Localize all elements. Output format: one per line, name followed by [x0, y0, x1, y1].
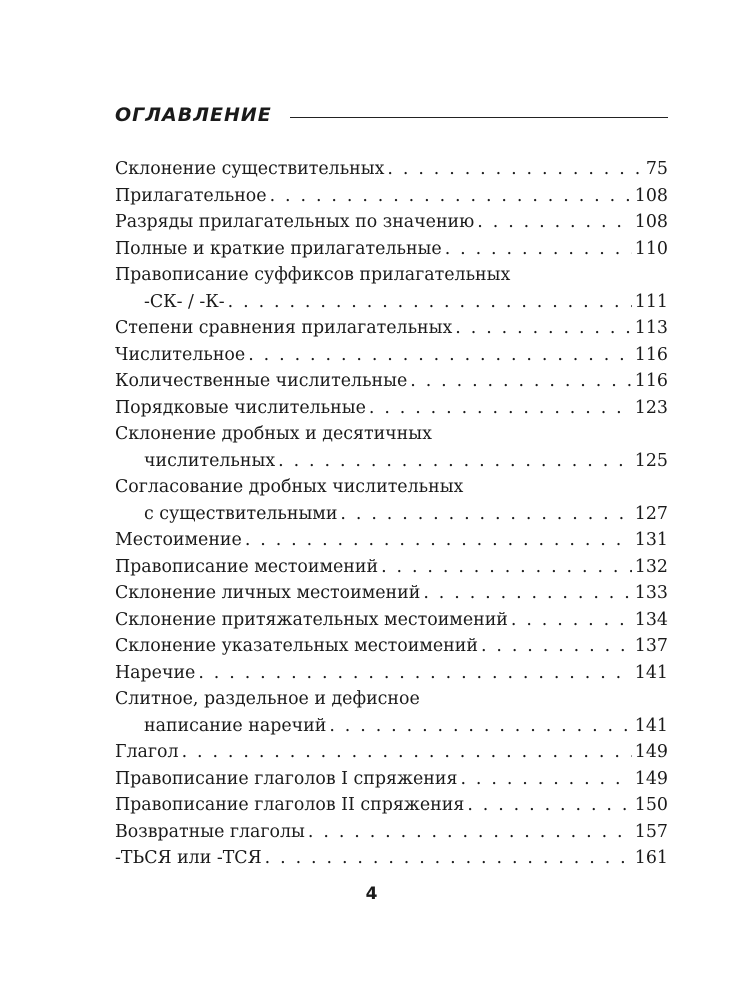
toc-entry [115, 315, 668, 342]
toc-entry-continuation [115, 713, 668, 740]
table-of-contents [115, 156, 668, 872]
toc-entry [115, 633, 668, 660]
toc-entry-page: 123 [634, 397, 668, 418]
toc-entry-title: Числительное [115, 344, 246, 365]
toc-entry-page: 75 [645, 159, 668, 179]
toc-entry-page: 132 [634, 556, 668, 577]
toc-entry-title-continued: числительных [144, 450, 276, 471]
toc-entry-page: 111 [634, 291, 668, 312]
dot-leader [387, 156, 642, 183]
toc-entry-title: Склонение существительных [115, 159, 385, 179]
dot-leader [467, 792, 631, 819]
dot-leader [511, 607, 632, 634]
dot-leader [381, 554, 632, 581]
toc-entry-page: 134 [634, 609, 668, 630]
page-number: 4 [365, 884, 378, 904]
toc-entry-page: 161 [634, 848, 668, 868]
toc-entry [115, 209, 668, 236]
toc-entry [115, 183, 668, 210]
dot-leader [308, 819, 632, 846]
toc-entry-title: Склонение притяжательных местоимений [115, 609, 508, 630]
toc-entry-title: Склонение личных местоимений [115, 583, 421, 603]
toc-entry [115, 421, 668, 448]
toc-entry-page: 110 [634, 238, 668, 259]
toc-entry-page: 125 [634, 450, 668, 471]
dot-leader [245, 527, 632, 554]
dot-leader [248, 342, 632, 369]
toc-entry-page: 116 [634, 344, 668, 365]
toc-entry-title: Возвратные глаголы [115, 821, 305, 842]
heading-rule [290, 117, 668, 118]
toc-entry-title-continued: с существительными [144, 503, 338, 524]
toc-entry [115, 262, 668, 289]
toc-entry-title: Правописание суффиксов прилагательных [115, 265, 511, 285]
toc-entry-title: Местоимение [115, 530, 242, 550]
toc-entry-title: Согласование дробных числительных [115, 477, 464, 497]
toc-entry-page: 133 [634, 583, 668, 603]
dot-leader [340, 501, 631, 528]
toc-entry-title: Разряды прилагательных по значению [115, 212, 475, 232]
toc-entry-title: Склонение указательных местоимений [115, 636, 478, 656]
toc-entry-continuation [115, 289, 668, 316]
toc-entry-title: Степени сравнения прилагательных [115, 318, 453, 338]
dot-leader [265, 845, 632, 872]
dot-leader [278, 448, 632, 475]
dot-leader [481, 633, 632, 660]
toc-entry-page: 113 [634, 318, 668, 338]
toc-entry [115, 766, 668, 793]
dot-leader [369, 395, 632, 422]
toc-entry-title: Правописание глаголов I спряжения [115, 768, 458, 789]
toc-entry [115, 739, 668, 766]
toc-entry-title: Количественные числительные [115, 371, 408, 391]
toc-entry [115, 236, 668, 263]
toc-entry [115, 342, 668, 369]
dot-leader [460, 766, 631, 793]
dot-leader [182, 739, 632, 766]
toc-entry [115, 554, 668, 581]
toc-entry [115, 792, 668, 819]
toc-entry-page: 150 [634, 795, 668, 815]
dot-leader [228, 289, 632, 316]
toc-entry-title: Слитное, раздельное и дефисное [115, 689, 420, 709]
toc-entry-title: Глагол [115, 742, 179, 762]
toc-heading-title: ОГЛАВЛЕНИЕ [115, 104, 272, 126]
dot-leader [445, 236, 632, 263]
toc-entry-page: 149 [634, 768, 668, 789]
toc-heading [115, 100, 668, 130]
toc-entry-page: 141 [634, 662, 668, 683]
toc-entry [115, 395, 668, 422]
toc-entry-page: 108 [634, 212, 668, 232]
toc-entry-title-continued: -СК- / -К- [144, 291, 225, 312]
toc-entry-title-continued: написание наречий [144, 715, 327, 736]
toc-entry [115, 819, 668, 846]
dot-leader [198, 660, 631, 687]
toc-entry-page: 157 [634, 821, 668, 842]
toc-entry-page: 108 [634, 185, 668, 206]
toc-entry-page: 141 [634, 715, 668, 736]
dot-leader [455, 315, 632, 342]
toc-entry-title: Прилагательное [115, 185, 267, 206]
toc-entry-title: Наречие [115, 662, 196, 683]
toc-entry [115, 156, 668, 183]
toc-entry [115, 368, 668, 395]
toc-entry [115, 474, 668, 501]
toc-entry-title: Правописание местоимений [115, 556, 379, 577]
toc-entry [115, 580, 668, 607]
toc-entry-continuation [115, 501, 668, 528]
dot-leader [270, 183, 632, 210]
toc-entry-page: 127 [634, 503, 668, 524]
dot-leader [329, 713, 631, 740]
toc-entry [115, 660, 668, 687]
toc-entry [115, 686, 668, 713]
toc-entry-title: Правописание глаголов II спряжения [115, 795, 465, 815]
toc-entry [115, 527, 668, 554]
toc-entry-page: 131 [634, 530, 668, 550]
toc-entry-title: Склонение дробных и десятичных [115, 424, 432, 444]
dot-leader [423, 580, 631, 607]
dot-leader [477, 209, 632, 236]
toc-entry-page: 137 [634, 636, 668, 656]
toc-entry [115, 607, 668, 634]
toc-entry-title: Полные и краткие прилагательные [115, 238, 442, 259]
toc-entry [115, 845, 668, 872]
toc-entry-title: -ТЬСЯ или -ТСЯ [115, 848, 262, 868]
toc-entry-page: 116 [634, 371, 668, 391]
toc-entry-page: 149 [634, 742, 668, 762]
toc-entry-continuation [115, 448, 668, 475]
toc-entry-title: Порядковые числительные [115, 397, 366, 418]
dot-leader [410, 368, 632, 395]
